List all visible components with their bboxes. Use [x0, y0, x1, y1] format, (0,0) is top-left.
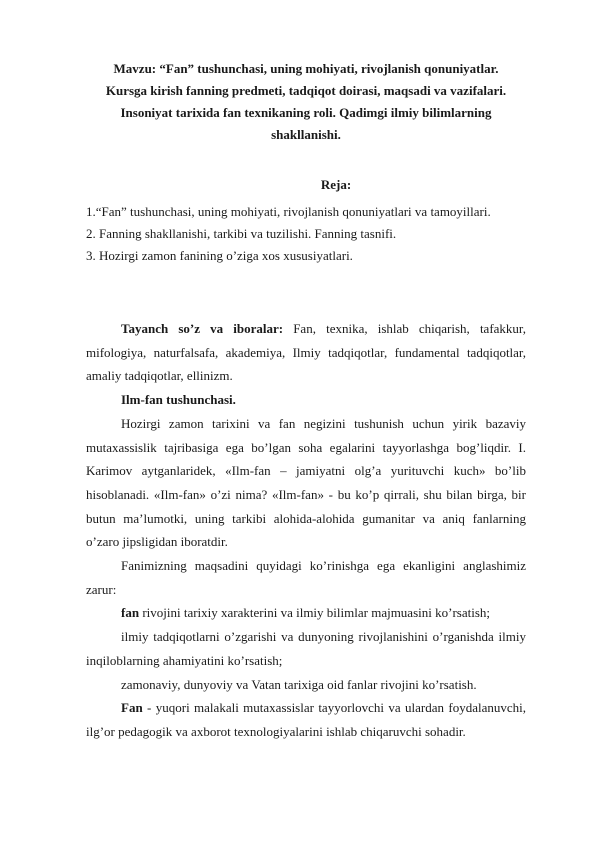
- section-heading: [86, 388, 526, 412]
- keywords-text: Fan, texnika, ishlab chiqarish, tafakkur, mifologiya, naturfalsafa, akademiya, Ilmiy tadqiqotlar, fundamental tadqiqotlar, amaliy tadqiqotlar, ellinizm.: [86, 321, 526, 384]
- keywords-paragraph: [86, 317, 526, 388]
- keywords-label: Tayanch so’z va iboralar:: [121, 321, 284, 336]
- goal-text: rivojini tarixiy xarakterini va ilmiy bilimlar majmuasini ko’rsatish;: [139, 605, 490, 621]
- goal-item: zamonaviy, dunyoviy va Vatan tarixiga oid fanlar rivojini ko’rsatish.: [121, 676, 477, 692]
- title-line: Mavzu: “Fan” tushunchasi, uning mohiyati, rivojlanish qonuniyatlar.: [113, 61, 499, 76]
- goal-item: [86, 601, 526, 625]
- plan-item: 1.“Fan” tushunchasi, uning mohiyati, rivojlanish qonuniyatlari va tamoyillari.: [86, 204, 491, 219]
- plan-list: [86, 201, 526, 267]
- goal-item: ilmiy tadqiqotlarni o’zgarishi va dunyoning rivojlanishini o’rganishda ilmiy inqiloblarning ahamiyatini ko’rsatish;: [86, 629, 526, 668]
- plan-heading: Reja:: [320, 177, 352, 192]
- body-paragraph: Hozirgi zamon tarixini va fan negizini tushunish uchun yirik bazaviy mutaxassislik tajribasiga ega bo’lgan soha egalarini tayyorlashga bog’liqdir. I. Karimov aytganlaridek, «Ilm-fan – jamiyatni olg’a yurituvchi kuch» bo’lib hisoblanadi. «Ilm-fan» o’zi nima? «Ilm-fan» - bu ko’p qirrali, shu bilan birga, bir butun ma’lumotki, uning tarkibi alohida-alohida gumanitar va aniq fanlarning o’zaro jipsligidan iboratdir.: [86, 415, 526, 550]
- title-line: Insoniyat tarixida fan texnikaning roli. Qadimgi ilmiy bilimlarning: [120, 105, 492, 120]
- goal-term: fan: [121, 605, 140, 621]
- document-body: [86, 317, 526, 744]
- definition-paragraph: [86, 696, 526, 743]
- body-paragraph: Fanimizning maqsadini quyidagi ko’rinishga ega ekanligini anglashimiz zarur:: [86, 558, 526, 597]
- definition-term: Fan: [121, 700, 143, 716]
- title-line: Kursga kirish fanning predmeti, tadqiqot doirasi, maqsadi va vazifalari.: [105, 83, 507, 98]
- definition-text: - yuqori malakali mutaxassislar tayyorlovchi va ulardan foydalanuvchi, ilg’or pedagogik va axborot texnologiyalarini ishlab chiqaruvchi sohadir.: [86, 700, 526, 739]
- section-heading-text: Ilm-fan tushunchasi.: [121, 392, 236, 408]
- plan-item: 2. Fanning shakllanishi, tarkibi va tuzilishi. Fanning tasnifi.: [86, 226, 397, 241]
- plan-item: 3. Hozirgi zamon fanining o’ziga xos xususiyatlari.: [86, 248, 353, 263]
- title-line: shakllanishi.: [271, 127, 341, 142]
- document-title: [86, 58, 526, 146]
